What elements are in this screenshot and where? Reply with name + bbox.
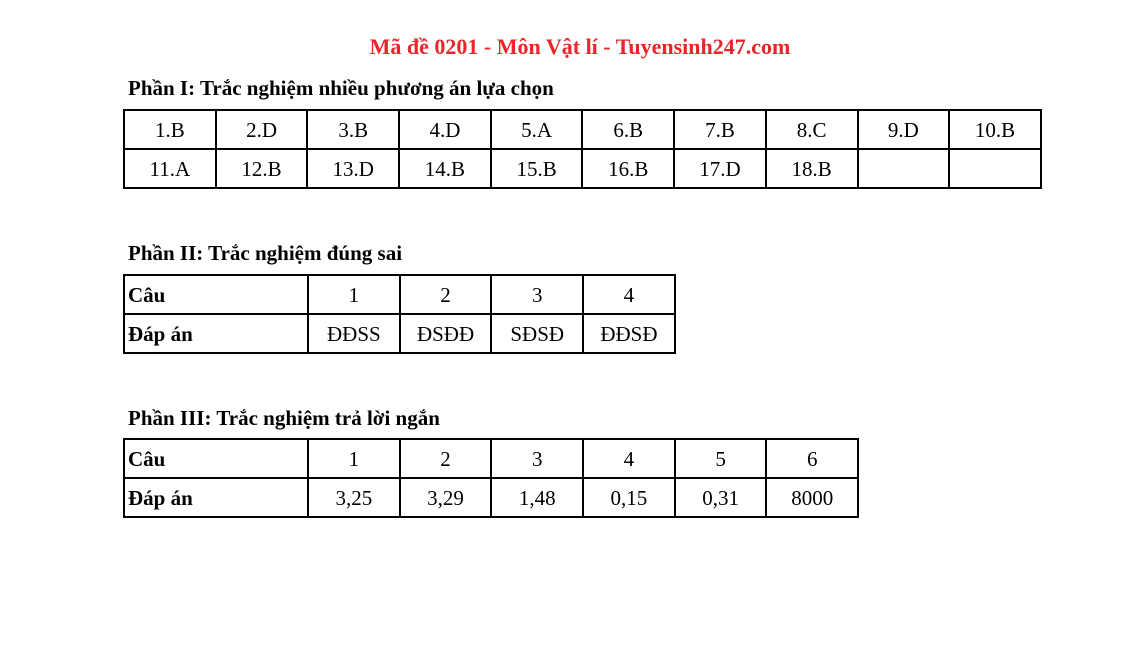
question-number: 1 [308, 439, 400, 478]
answer-cell [949, 149, 1041, 188]
answer-cell: 17.D [674, 149, 766, 188]
answer-cell: 0,31 [675, 478, 767, 517]
answer-cell: 8000 [766, 478, 858, 517]
question-number: 1 [308, 275, 400, 314]
part1-answer-table [123, 109, 1042, 189]
answer-cell: 11.A [124, 149, 216, 188]
answer-cell: 13.D [307, 149, 399, 188]
part2-heading: Phần II: Trắc nghiệm đúng sai [128, 241, 403, 265]
part1-heading: Phần I: Trắc nghiệm nhiều phương án lựa chọn [128, 76, 554, 100]
question-number: 5 [675, 439, 767, 478]
answer-cell [858, 149, 950, 188]
question-number: 3 [491, 275, 583, 314]
question-number: 4 [583, 439, 675, 478]
answer-cell: 18.B [766, 149, 858, 188]
answer-cell: 0,15 [583, 478, 675, 517]
answer-cell: 2.D [216, 110, 308, 149]
answer-cell: 12.B [216, 149, 308, 188]
answer-cell: 3,25 [308, 478, 400, 517]
answer-cell: 4.D [399, 110, 491, 149]
table-row [124, 110, 1041, 149]
document-title: Mã đề 0201 - Môn Vật lí - Tuyensinh247.com [369, 34, 791, 59]
table-row [124, 439, 858, 478]
answer-cell: ĐĐSĐ [583, 314, 675, 353]
answer-label: Đáp án [124, 314, 308, 353]
answer-cell: 7.B [674, 110, 766, 149]
table-row [124, 275, 675, 314]
answer-cell: 5.A [491, 110, 583, 149]
answer-cell: 6.B [582, 110, 674, 149]
answer-label: Đáp án [124, 478, 308, 517]
table-row [124, 314, 675, 353]
answer-cell: 10.B [949, 110, 1041, 149]
question-number: 3 [491, 439, 583, 478]
answer-cell: 3.B [307, 110, 399, 149]
question-label: Câu [124, 275, 308, 314]
table-row [124, 478, 858, 517]
answer-cell: 8.C [766, 110, 858, 149]
answer-cell: 9.D [858, 110, 950, 149]
answer-cell: 1.B [124, 110, 216, 149]
part2-answer-table [123, 274, 676, 354]
question-label: Câu [124, 439, 308, 478]
answer-cell: 15.B [491, 149, 583, 188]
question-number: 2 [400, 439, 492, 478]
table-row [124, 149, 1041, 188]
answer-cell: SĐSĐ [491, 314, 583, 353]
answer-cell: 1,48 [491, 478, 583, 517]
part3-heading: Phần III: Trắc nghiệm trả lời ngắn [128, 406, 440, 430]
question-number: 6 [766, 439, 858, 478]
answer-cell: 3,29 [400, 478, 492, 517]
answer-cell: ĐĐSS [308, 314, 400, 353]
part3-answer-table [123, 438, 859, 518]
answer-cell: ĐSĐĐ [400, 314, 492, 353]
question-number: 2 [400, 275, 492, 314]
question-number: 4 [583, 275, 675, 314]
answer-cell: 16.B [582, 149, 674, 188]
answer-cell: 14.B [399, 149, 491, 188]
